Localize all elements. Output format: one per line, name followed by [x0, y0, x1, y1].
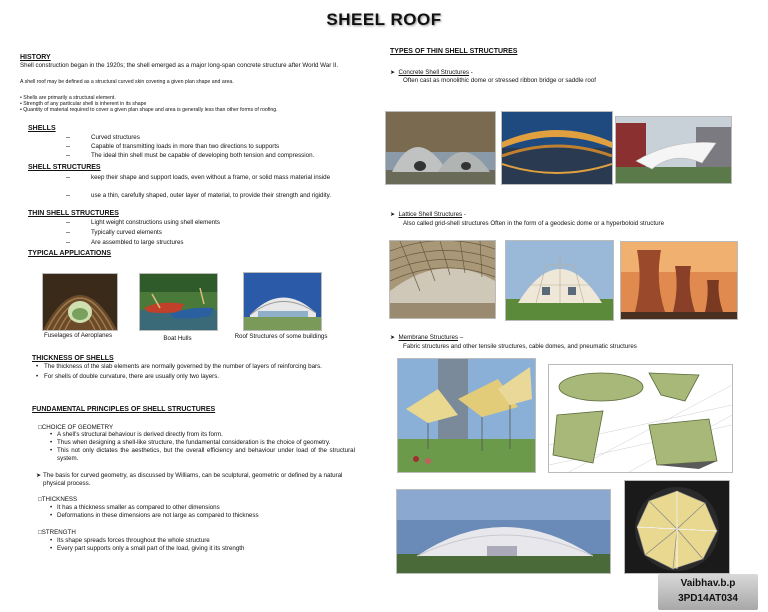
- checkbox-square-icon: □: [38, 496, 42, 503]
- shells-heading: SHELLS: [28, 125, 56, 132]
- checkbox-square-icon: □: [38, 424, 42, 431]
- concrete-dome-photo: [385, 111, 496, 185]
- concrete-shell-title: ➤ Concrete Shell Structures -: [390, 69, 473, 76]
- shells-list: – Curved structures – Capable of transmitting loads in more than two directions to supports – The ideal thin shell must be capable of developing both tension and compression.: [66, 134, 315, 159]
- membrane-title: ➤ Membrane Structures –: [390, 334, 464, 341]
- thickness-heading: THICKNESS OF SHELLS: [32, 355, 114, 362]
- geometry-arrow-note: ➤ The basis for curved geometry, as discussed by Williams, can be sculptural, geometric or defined by a natural physical process.: [36, 472, 343, 487]
- geometry-bullets: • A shell's structural behaviour is derived directly from its form. • Thus when designing a shell-like structure, the fundamental consideration is the choice of geometry. • This not only dictates the aesthetics, but the overall efficiency and behaviour under load of the structural system.: [50, 431, 355, 462]
- thin-shell-list: – Light weight constructions using shell elements – Typically curved elements – Are assembled to large structures: [66, 219, 220, 246]
- applications-heading: TYPICAL APPLICATIONS: [28, 250, 112, 257]
- membrane-desc: Fabric structures and other tensile structures, cable domes, and pneumatic structures: [403, 343, 637, 350]
- lattice-shell-title: ➤ Lattice Shell Structures -: [390, 211, 466, 218]
- arrow-right-icon: ➤: [36, 472, 42, 479]
- principles-thickness-bullets: • It has a thickness smaller as compared to other dimensions • Deformations in these dimensions are not large as compared to thickness: [50, 504, 259, 519]
- geodesic-dome-photo: [505, 240, 614, 321]
- stressed-ribbon-bridge-photo: [501, 111, 613, 185]
- history-bullet: • Strength of any particular shell is inherent in its shape: [20, 101, 147, 107]
- thin-shell-heading: THIN SHELL STRUCTURES: [28, 210, 119, 217]
- author-badge: [658, 574, 758, 610]
- page-title: SHEEL ROOF: [326, 10, 442, 29]
- saddle-roof-photo: [615, 116, 732, 184]
- principles-thickness-heading: □THICKNESS: [38, 496, 78, 503]
- author-id: 3PD14AT034: [678, 593, 738, 604]
- caption-roof-structures: Roof Structures of some buildings: [234, 333, 328, 340]
- arrow-right-icon: ➤: [390, 335, 396, 341]
- principles-heading: FUNDAMENTAL PRINCIPLES OF SHELL STRUCTURES: [32, 406, 216, 413]
- caption-aeroplanes: Fuselages of Aeroplanes: [43, 332, 113, 339]
- history-heading: HISTORY: [20, 54, 51, 61]
- strength-bullets: • Its shape spreads forces throughout the whole structure • Every part supports only a small part of the load, giving it its strength: [50, 537, 245, 552]
- caption-boat-hulls: Boat Hulls: [163, 335, 192, 342]
- checkbox-square-icon: □: [38, 529, 42, 536]
- thickness-bullets: • The thickness of the slab elements are normally governed by the number of layers of reinforcing bars. • For shells of double curvature, there are usually only two layers.: [36, 363, 322, 380]
- history-bullet: • Shells are primarily a structural element.: [20, 95, 116, 101]
- shell-structures-list: – keep their shape and support loads, even without a frame, or solid mass material inside – use a thin, carefully shaped, outer layer of material, to provide their strength and rigidity.: [66, 174, 331, 199]
- arrow-right-icon: ➤: [390, 70, 396, 76]
- history-line1: Shell construction began in the 1920s; the shell emerged as a major long-span concrete structure after World War II.: [20, 62, 339, 69]
- roof-structure-photo: [243, 272, 322, 331]
- concrete-shell-desc: Often cast as monolithic dome or stressed ribbon bridge or saddle roof: [403, 77, 596, 84]
- strength-heading: □STRENGTH: [38, 529, 76, 536]
- history-line2: A shell roof may be defined as a structural curved skin covering a given plan shape and area.: [20, 79, 234, 85]
- choice-of-geometry-heading: □CHOICE OF GEOMETRY: [38, 424, 114, 431]
- tensile-canopy-photo: [397, 358, 536, 473]
- cable-dome-photo: [624, 480, 730, 574]
- author-name: Vaibhav.b.p: [680, 578, 736, 589]
- aeroplane-fuselage-photo: [42, 273, 118, 331]
- boat-hulls-photo: [139, 273, 218, 331]
- hyperboloid-tower-photo: [620, 241, 738, 320]
- membrane-model-render: [548, 364, 733, 473]
- types-heading: TYPES OF THIN SHELL STRUCTURES: [390, 48, 518, 55]
- history-bullets: [20, 95, 390, 114]
- history-bullet: • Quantity of material required to cover a given plan shape and area is generally less than other forms of roofing.: [20, 107, 278, 113]
- pneumatic-dome-photo: [396, 489, 611, 574]
- shell-structures-heading: SHELL STRUCTURES: [28, 164, 101, 171]
- grid-shell-interior-photo: [389, 240, 496, 319]
- arrow-right-icon: ➤: [390, 212, 396, 218]
- lattice-shell-desc: Also called grid-shell structures Often in the form of a geodesic dome or a hyperboloid structure: [403, 220, 665, 227]
